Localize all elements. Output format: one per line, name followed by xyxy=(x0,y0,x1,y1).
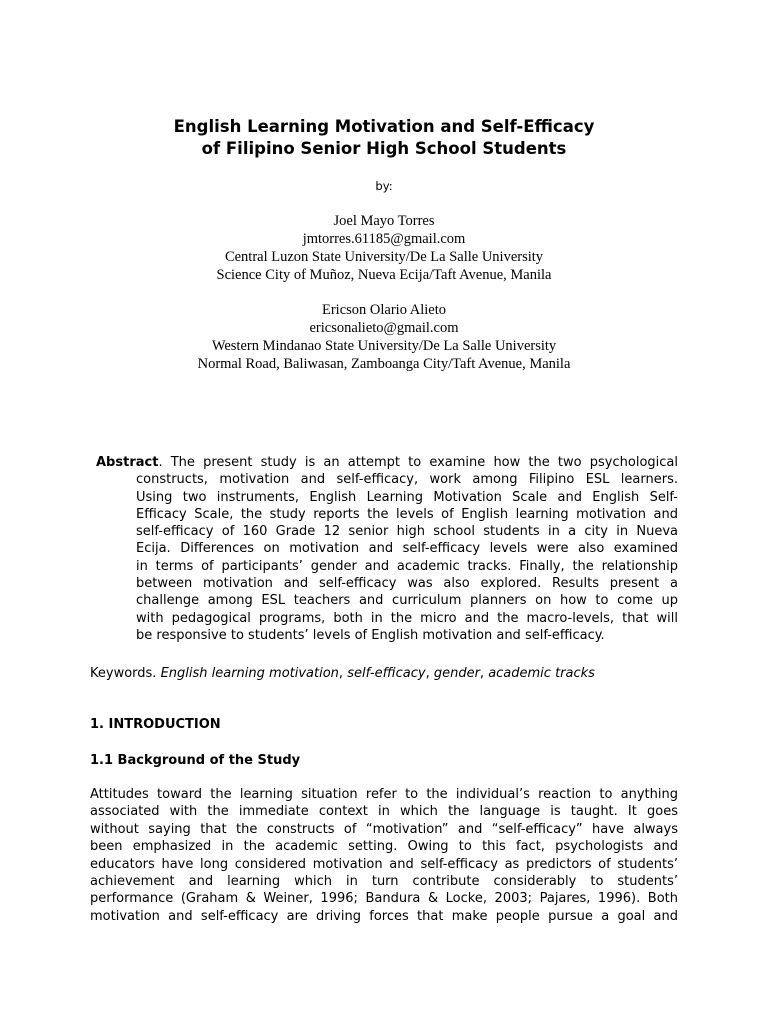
abstract-line: constructs, motivation and self-efficacy, work among Filipino ESL learners. xyxy=(136,472,678,488)
keyword: English learning motivation xyxy=(160,666,339,681)
abstract-line: between motivation and self-efficacy was also explored. Results present a xyxy=(136,576,678,592)
keywords-label: Keywords. xyxy=(90,666,161,681)
author-address: Normal Road, Baliwasan, Zamboanga City/Taft Avenue, Manila xyxy=(197,356,571,372)
by-label: by: xyxy=(375,179,393,193)
title-line-1: English Learning Motivation and Self-Efficacy xyxy=(173,117,595,136)
keyword: gender xyxy=(433,666,480,681)
body-line: been emphasized in the academic setting. Owing to this fact, psychologists and xyxy=(90,839,678,855)
body-text xyxy=(90,786,678,925)
author-email: ericsonalieto@gmail.com xyxy=(309,320,459,336)
subsection-heading: 1.1 Background of the Study xyxy=(90,753,301,768)
abstract-label: Abstract xyxy=(96,455,159,470)
author-affiliation: Central Luzon State University/De La Salle University xyxy=(224,249,544,265)
abstract-line: Using two instruments, English Learning Motivation Scale and English Self- xyxy=(136,489,678,505)
keyword: academic tracks xyxy=(488,666,595,681)
abstract-line: Ecija. Differences on motivation and self-efficacy levels were also examined xyxy=(136,541,678,557)
title-line-2: of Filipino Senior High School Students xyxy=(201,139,567,158)
abstract-line: in terms of participants’ gender and academic tracks. Finally, the relationship xyxy=(136,558,678,574)
abstract-line: challenge among ESL teachers and curriculum planners on how to come up xyxy=(136,593,678,609)
keywords: Keywords. English learning motivation, self-efficacy, gender, academic tracks xyxy=(90,666,595,681)
paper-title xyxy=(80,116,688,160)
abstract xyxy=(96,454,678,644)
author-block-1 xyxy=(0,212,768,284)
author-email: jmtorres.61185@gmail.com xyxy=(302,231,466,247)
author-address: Science City of Muñoz, Nueva Ecija/Taft Avenue, Manila xyxy=(216,267,552,283)
abstract-line: with pedagogical programs, both in the micro and the macro-levels, that will xyxy=(136,610,678,626)
section-heading: 1. INTRODUCTION xyxy=(90,717,221,732)
author-name: Ericson Olario Alieto xyxy=(321,302,447,318)
body-line: associated with the immediate context in which the language is taught. It goes xyxy=(90,804,678,820)
author-affiliation: Western Mindanao State University/De La Salle University xyxy=(211,338,557,354)
abstract-line: Efficacy Scale, the study reports the levels of English learning motivation and xyxy=(136,506,678,522)
author-name: Joel Mayo Torres xyxy=(333,213,435,229)
body-line: achievement and learning which in turn contribute considerably to students’ xyxy=(90,873,678,889)
body-line: motivation and self-efficacy are driving forces that make people pursue a goal and xyxy=(90,908,678,924)
body-line: educators have long considered motivation and self-efficacy as predictors of students’ xyxy=(90,856,678,872)
author-block-2 xyxy=(0,301,768,373)
abstract-line: Abstract. The present study is an attempt to examine how the two psychological xyxy=(96,455,678,470)
keyword: self-efficacy xyxy=(347,666,426,681)
abstract-line: self-efficacy of 160 Grade 12 senior high school students in a city in Nueva xyxy=(136,524,678,540)
abstract-line: be responsive to students’ levels of English motivation and self-efficacy. xyxy=(136,627,605,643)
body-line: without saying that the constructs of “motivation” and “self-efficacy” have always xyxy=(90,821,678,837)
body-line: performance (Graham & Weiner, 1996; Bandura & Locke, 2003; Pajares, 1996). Both xyxy=(90,891,678,907)
body-line: Attitudes toward the learning situation refer to the individual’s reaction to anything xyxy=(90,787,678,802)
